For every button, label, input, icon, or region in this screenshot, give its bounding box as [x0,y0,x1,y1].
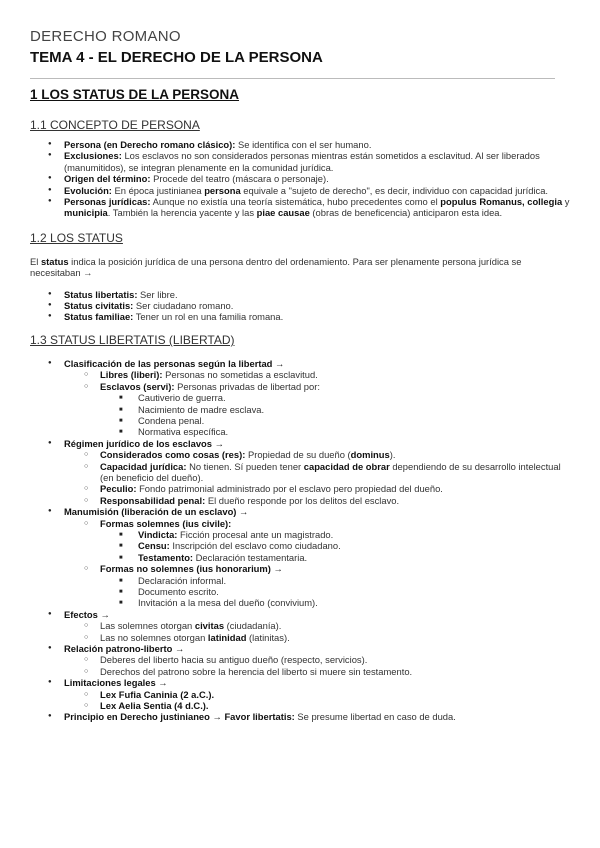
list-item: ○ Lex Fufia Caninia (2 a.C.). [30,689,570,700]
list-item: ○ Derechos del patrono sobre la herencia del liberto si muere sin testamento. [30,666,570,677]
libertatis-list [30,358,570,723]
list-item: ○ Peculio: Fondo patrimonial administrado por el esclavo pero propiedad del dueño. [30,483,570,494]
list-item: ○ Responsabilidad penal: El dueño responde por los delitos del esclavo. [30,495,570,506]
list-item: ● Principio en Derecho justinianeo → Favor libertatis: Se presume libertad en caso de duda. [30,711,570,722]
list-item: ○ Libres (liberi): Personas no sometidas a esclavitud. [30,369,570,380]
list-item: ○ Considerados como cosas (res): Propiedad de su dueño (dominus). [30,449,570,460]
list-item: ● Relación patrono-liberto → ○ Deberes del liberto hacia su antiguo dueño (respecto, servicios). ○ Derechos del patrono sobre la herencia del liberto si muere sin testamento. [30,643,570,677]
list-item: ● Status familiae: Tener un rol en una familia romana. [30,311,570,322]
list-item: ■ Documento escrito. [30,586,570,597]
list-item: ○ Capacidad jurídica: No tienen. Sí pueden tener capacidad de obrar dependiendo de su desarrollo intelectual (en beneficio del dueño). [30,461,570,484]
subsection-heading-concepto: 1.1 CONCEPTO DE PERSONA [30,118,200,132]
topic-title: TEMA 4 - EL DERECHO DE LA PERSONA [30,49,323,66]
list-item: ● Personas jurídicas: Aunque no existía una teoría sistemática, hubo precedentes como el populus Romanus, collegia y municipia. También la herencia yacente y las piae causae (obras de beneficencia) anticiparon esta idea. [30,196,570,219]
list-item: ● Status libertatis: Ser libre. [30,289,570,300]
list-item: ■ Invitación a la mesa del dueño (convivium). [30,597,570,608]
subsection-heading-libertatis: 1.3 STATUS LIBERTATIS (LIBERTAD) [30,332,235,347]
list-item: ○ Deberes del liberto hacia su antiguo dueño (respecto, servicios). [30,654,570,665]
list-item: ■ Normativa específica. [30,426,570,437]
list-item: ● Persona (en Derecho romano clásico): Se identifica con el ser humano. [30,139,570,150]
list-item: ○ Las solemnes otorgan civitas (ciudadanía). [30,620,570,631]
list-item: ● Efectos → ○ Las solemnes otorgan civitas (ciudadanía). ○ Las no solemnes otorgan latinidad (latinitas). [30,609,570,643]
section-heading: 1 LOS STATUS DE LA PERSONA [30,87,240,102]
list-item: ■ Nacimiento de madre esclava. [30,404,570,415]
list-item: ○ Esclavos (servi): Personas privadas de libertad por: ■ Cautiverio de guerra. ■ Nacimiento de madre esclava. ■ Condena penal. ■ Normativa específica. [30,381,570,438]
subsection-heading-status: 1.2 LOS STATUS [30,230,123,245]
concepto-list [30,139,570,219]
list-item: ○ Las no solemnes otorgan latinidad (latinitas). [30,632,570,643]
subject-title: DERECHO ROMANO [30,28,181,45]
list-item: ● Origen del término: Procede del teatro (máscara o personaje). [30,173,570,184]
list-item: ■ Vindicta: Ficción procesal ante un magistrado. [30,529,570,540]
list-item: ■ Cautiverio de guerra. [30,392,570,403]
list-item: ■ Condena penal. [30,415,570,426]
list-item: ○ Formas no solemnes (ius honorarium) → ■ Declaración informal. ■ Documento escrito. ■ Invitación a la mesa del dueño (convivium). [30,563,570,609]
status-intro: El status indica la posición jurídica de una persona dentro del ordenamiento. Para ser plenamente persona jurídica se necesitaban → [30,255,522,279]
list-item: ● Status civitatis: Ser ciudadano romano. [30,300,570,311]
list-item: ● Exclusiones: Los esclavos no son considerados personas mientras están sometidos a esclavitud. Al ser liberados (manumitidos), se integran plenamente en la comunidad jurídica. [30,150,570,173]
list-item: ● Evolución: En época justinianea persona equivale a "sujeto de derecho", es decir, individuo con capacidad jurídica. [30,185,570,196]
status-list [30,289,570,323]
list-item: ○ Lex Aelia Sentia (4 d.C.). [30,700,570,711]
list-item: ● Régimen jurídico de los esclavos → ○ Considerados como cosas (res): Propiedad de su dueño (dominus). ○ Capacidad jurídica: No tienen. Sí pueden tener capacidad de obrar dependiendo de su desarrollo intelectual (en beneficio del dueño). ○ Peculio: Fondo patrimonial administrado por el esclavo pero propiedad del dueño. ○ Responsabilidad penal: El dueño responde por los delitos del esclavo. [30,438,570,506]
list-item: ■ Testamento: Declaración testamentaria. [30,552,570,563]
list-item: ● Limitaciones legales → ○ Lex Fufia Caninia (2 a.C.). ○ Lex Aelia Sentia (4 d.C.). [30,677,570,711]
list-item: ○ Formas solemnes (ius civile): ■ Vindicta: Ficción procesal ante un magistrado. ■ Censu: Inscripción del esclavo como ciudadano. ■ Testamento: Declaración testamentaria. [30,518,570,564]
title-divider [30,78,555,79]
list-item: ● Manumisión (liberación de un esclavo) → ○ Formas solemnes (ius civile): ■ Vindicta: Ficción procesal ante un magistrado. ■ Censu: Inscripción del esclavo como ciudadano. ■ Testamento: Declaración testamentaria. ○ Formas no solemnes (ius honorarium) → ■ Declaración informal. ■ Documento escrito. ■ Invitación a la mesa del dueño (convivium). [30,506,570,609]
list-item: ● Clasificación de las personas según la libertad → ○ Libres (liberi): Personas no sometidas a esclavitud. ○ Esclavos (servi): Personas privadas de libertad por: ■ Cautiverio de guerra. ■ Nacimiento de madre esclava. ■ Condena penal. ■ Normativa específica. [30,358,570,438]
list-item: ■ Censu: Inscripción del esclavo como ciudadano. [30,540,570,551]
list-item: ■ Declaración informal. [30,575,570,586]
